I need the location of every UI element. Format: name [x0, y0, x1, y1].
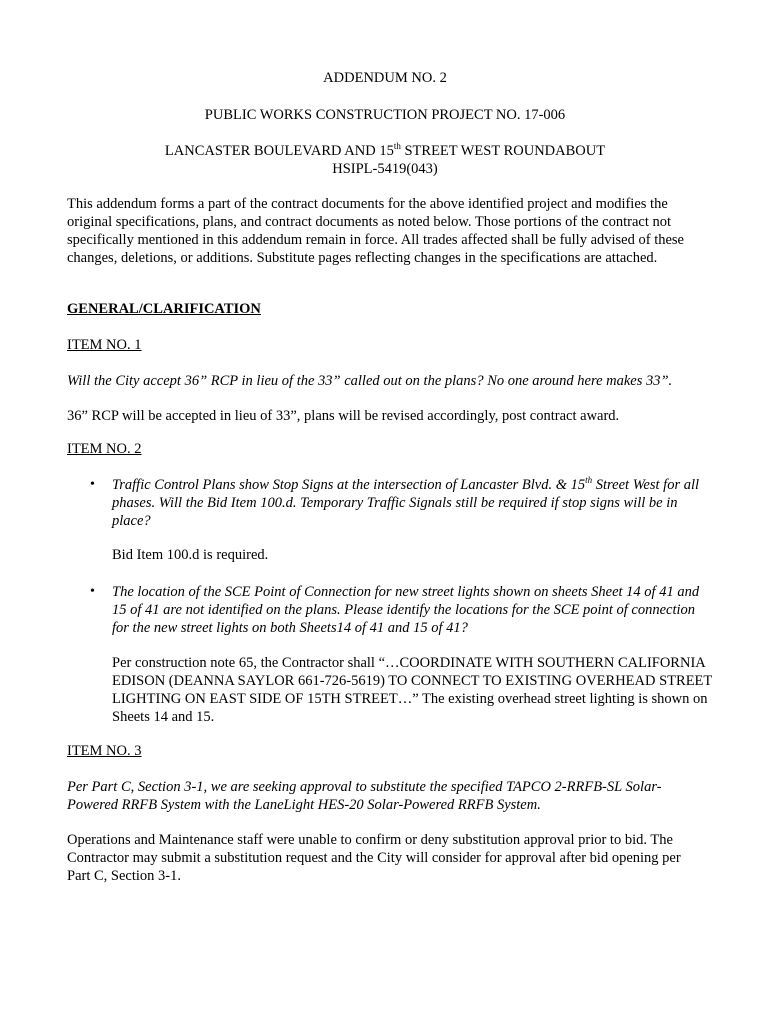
- location-superscript: th: [393, 141, 401, 152]
- item-2-answer-1: Bid Item 100.d is required.: [112, 547, 269, 563]
- project-location: [0, 142, 770, 160]
- item-2-label: ITEM NO. 2: [67, 441, 142, 457]
- item-3-answer: Operations and Maintenance staff were unable to confirm or deny substitution approval prior to bid. The Contractor may submit a substitution request and the City will consider for approval after bid opening per Part C, Section 3-1.: [67, 832, 681, 884]
- item-1-answer: 36” RCP will be accepted in lieu of 33”, plans will be revised accordingly, post contract award.: [67, 408, 620, 424]
- intro-paragraph: This addendum forms a part of the contract documents for the above identified project and modifies the original specifications, plans, and contract documents as noted below. Those portions of the contract not specifically mentioned in this addendum remain in force. All trades affected shall be fully advised of these changes, deletions, or additions. Substitute pages reflecting changes in the specifications are attached.: [67, 196, 684, 266]
- question-1-part1: Traffic Control Plans show Stop Signs at the intersection of Lancaster Blvd. & 15: [112, 477, 586, 493]
- item-2-question-2: The location of the SCE Point of Connection for new street lights shown on sheets Sheet 14 of 41 and 15 of 41 are not identified on the plans. Please identify the locations for the SCE point of connection for the new street lights on both Sheets14 of 41 and 15 of 41?: [112, 584, 700, 636]
- item-1-label: ITEM NO. 1: [67, 337, 142, 353]
- question-1-superscript: th: [585, 475, 593, 486]
- addendum-title: ADDENDUM NO. 2: [323, 70, 447, 86]
- item-2-answer-2: Per construction note 65, the Contractor shall “…COORDINATE WITH SOUTHERN CALIFORNIA EDISON (DEANNA SAYLOR 661-726-5619) TO CONNECT TO EXISTING OVERHEAD STREET LIGHTING ON EAST SIDE OF 15TH STREET…” The existing overhead street lighting is shown on Sheets 14 and 15.: [112, 655, 713, 725]
- item-3-label: ITEM NO. 3: [67, 743, 142, 759]
- bullet-icon: •: [90, 584, 95, 599]
- question-1-part2: Street West for all phases. Will the Bid Item 100.d. Temporary Traffic Signals still be required if stop signs will be in place?: [112, 477, 700, 529]
- item-1-question: Will the City accept 36” RCP in lieu of the 33” called out on the plans? No one around here makes 33”.: [67, 373, 673, 389]
- section-heading: GENERAL/CLARIFICATION: [67, 301, 261, 317]
- location-part1: LANCASTER BOULEVARD AND 15: [164, 143, 394, 159]
- item-3-question: Per Part C, Section 3-1, we are seeking approval to substitute the specified TAPCO 2-RRFB-SL Solar-Powered RRFB System with the LaneLight HES-20 Solar-Powered RRFB System.: [67, 779, 662, 813]
- location-part2: STREET WEST ROUNDABOUT: [400, 143, 606, 159]
- project-title: PUBLIC WORKS CONSTRUCTION PROJECT NO. 17-006: [204, 107, 566, 123]
- item-2-question-1: [112, 476, 712, 530]
- project-code: HSIPL-5419(043): [332, 161, 438, 177]
- bullet-icon: •: [90, 477, 95, 492]
